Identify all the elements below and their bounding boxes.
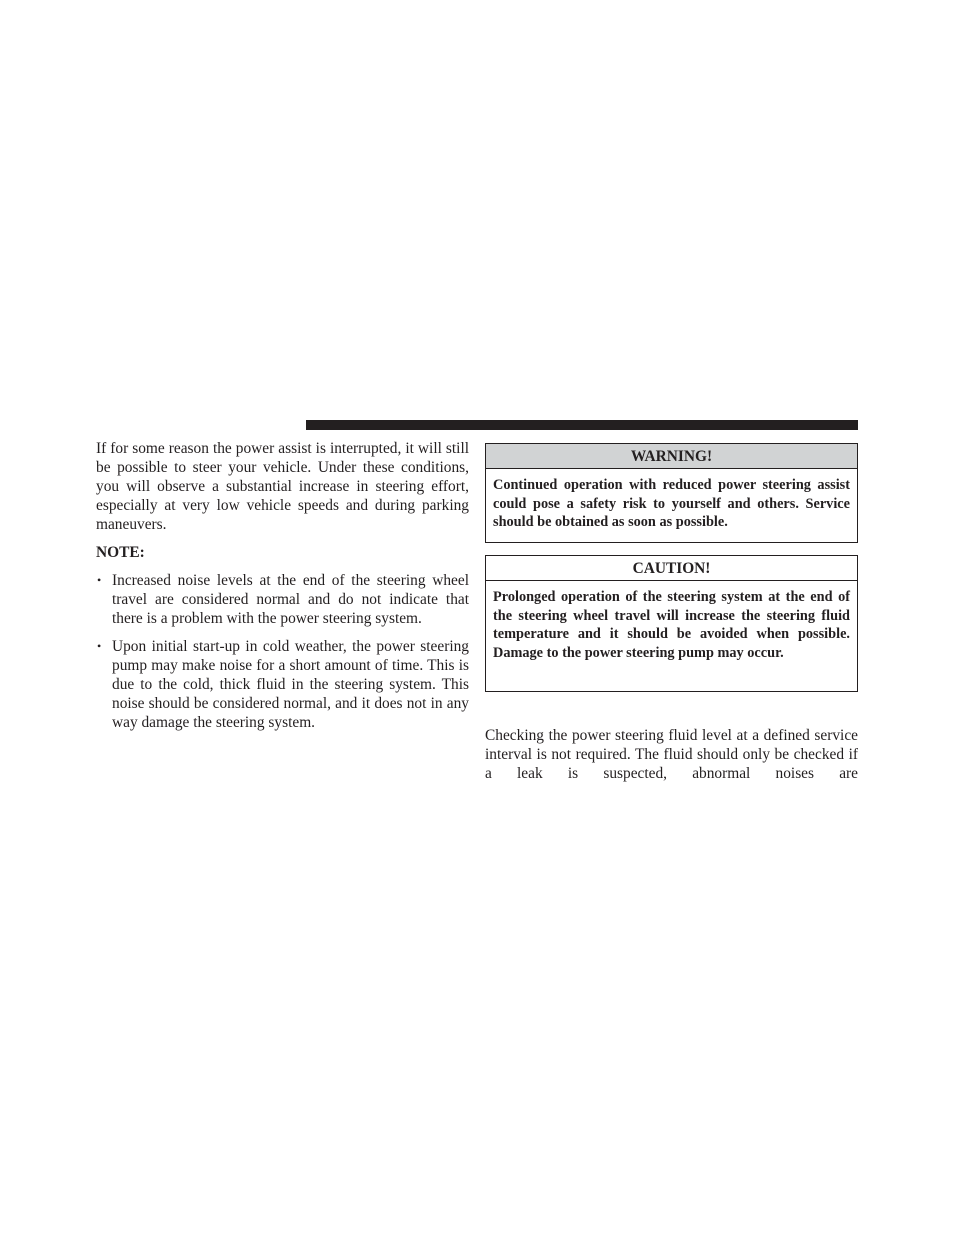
section-header-rule — [306, 420, 858, 430]
warning-body: Continued operation with reduced power steering assist could pose a safety risk to yourself and others. Service should be obtained as soon as possible. — [493, 477, 850, 531]
right-column — [485, 443, 858, 783]
checking-fluid-paragraph: Checking the power steering fluid level at a defined service interval is not required. The fluid should only be checked if a leak is suspected, abnormal noises are — [485, 727, 858, 782]
left-column — [96, 439, 469, 741]
bullet-icon: • — [97, 639, 102, 653]
caution-box — [485, 555, 858, 692]
list-item — [96, 571, 469, 628]
bullet-text: Upon initial start-up in cold weather, the power steering pump may make noise for a short amount of time. This is due to the cold, thick fluid in the steering system. This noise should be considered normal, and it does not in any way damage the steering system. — [112, 638, 469, 731]
bullet-icon: • — [97, 573, 102, 587]
intro-paragraph: If for some reason the power assist is interrupted, it will still be possible to steer your vehicle. Under these conditions, you will observe a substantial increase in steering effort, especially at very low vehicle speeds and during parking maneuvers. — [96, 440, 469, 533]
warning-title: WARNING! — [486, 444, 857, 469]
note-bullet-list — [96, 571, 469, 732]
warning-box — [485, 443, 858, 543]
list-item — [96, 637, 469, 732]
note-label: NOTE: — [96, 544, 145, 561]
caution-title: CAUTION! — [486, 556, 857, 581]
caution-body: Prolonged operation of the steering system at the end of the steering wheel travel will increase the steering fluid temperature and it should be avoided when possible. Damage to the power steering pump may occur. — [493, 589, 850, 661]
bullet-text: Increased noise levels at the end of the steering wheel travel are considered normal and do not indicate that there is a problem with the power steering system. — [112, 572, 469, 627]
